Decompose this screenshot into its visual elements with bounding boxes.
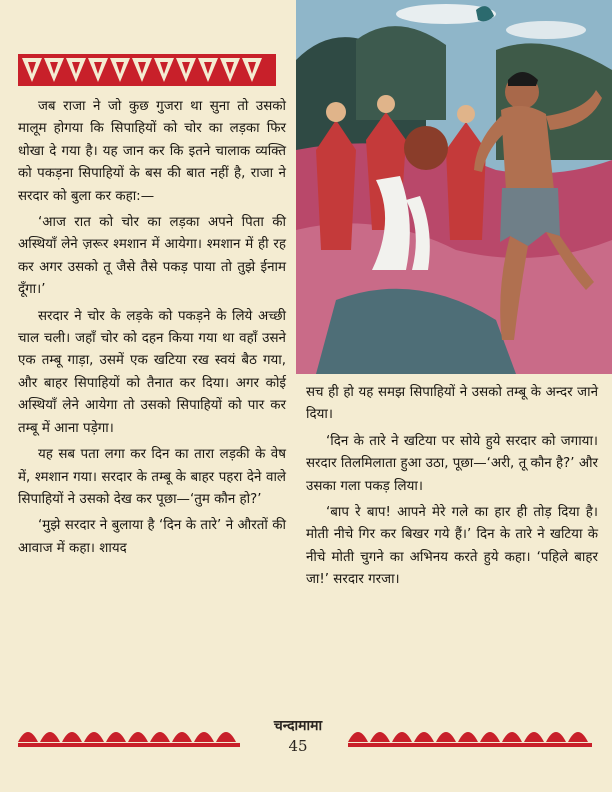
right-text-column	[306, 382, 598, 596]
story-paragraph: ‘आज रात को चोर का लड़का अपने पिता की अस्थियाँ लेने ज़रूर श्मशान में आयेगा। श्मशान में ही रह कर अगर उसको तू जैसे तैसे पकड़ पाया तो तुझे ईनाम दूँगा।’	[18, 215, 286, 298]
decorative-top-border	[18, 54, 276, 86]
story-illustration	[296, 0, 612, 374]
illustration-scene	[296, 0, 612, 374]
story-paragraph: ‘दिन के तारे ने खटिया पर सोये हुये सरदार को जगाया। सरदार तिलमिलाता हुआ उठा, पूछा—‘अरी, तू कौन है?’ और उसका गला पकड़ लिया।	[306, 433, 598, 494]
story-paragraph: सच ही हो यह समझ सिपाहियों ने उसको तम्बू के अन्दर जाने दिया।	[306, 385, 598, 423]
footer-ornament-right	[348, 712, 598, 752]
magazine-title: चन्दामामा	[273, 718, 323, 734]
story-paragraph: यह सब पता लगा कर दिन का तारा लड़की के वेष में, श्मशान गया। सरदार के तम्बू के बाहर पहरा देने वाले सिपाहियों ने उसको देख कर पूछा—‘तुम कौन हो?’	[18, 447, 286, 507]
story-paragraph: सरदार ने चोर के लड़के को पकड़ने के लिये अच्छी चाल चली। जहाँ चोर को दहन किया गया था वहाँ उसने एक तम्बू गाड़ा, उसमें एक खटिया रख स्वयं बैठ गया, और बाहर सिपाहियों को तैनात कर दिया। अगर कोई अस्थियाँ लेने आयेगा तो उसको सिपाहियों को पार कर तम्बू में आना पड़ेगा।	[18, 308, 286, 436]
left-text-column	[18, 96, 286, 564]
page-number: 45	[288, 737, 308, 755]
story-paragraph: ‘मुझे सरदार ने बुलाया है ‘दिन के तारे’ ने औरतों की आवाज में कहा। शायद	[18, 518, 286, 556]
story-paragraph: जब राजा ने जो कुछ गुजरा था सुना तो उसको मालूम होगया कि सिपाहियों को चोर का लड़का फिर धोखा दे गया है। यह जान कर कि इतने चालाक व्यक्ति को पकड़ना सिपाहियों के बस की बात नहीं है, राजा ने सरदार को बुला कर कहा:—	[18, 99, 286, 204]
story-paragraph: ‘बाप रे बाप! आपने मेरे गले का हार ही तोड़ दिया है। मोती नीचे गिर कर बिखर गये हैं।’ दिन के तारे ने खटिया के नीचे मोती चुगने का अभिनय करते हुये कहा। ‘पहिले बाहर जा!’ सरदार गरजा।	[306, 505, 598, 588]
footer-ornament-left	[18, 712, 248, 752]
